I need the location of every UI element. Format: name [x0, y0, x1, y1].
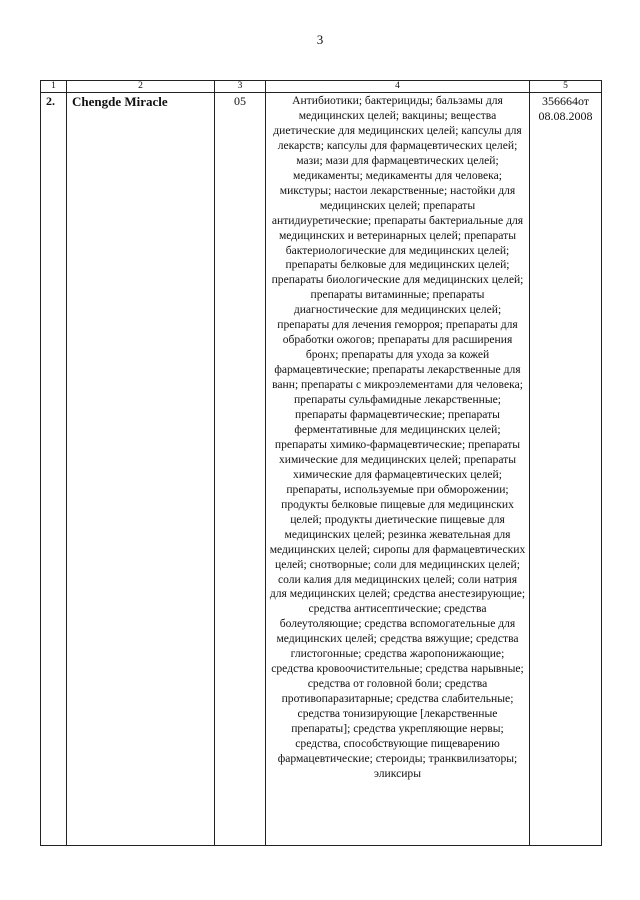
registration-cell: [530, 93, 602, 846]
registration-date: 08.08.2008: [538, 109, 593, 123]
row-number: 2.: [41, 93, 67, 846]
column-header-2: 2: [67, 81, 215, 93]
goods-list: Антибиотики; бактерициды; бальзамы для медицинских целей; вакцины; вещества диетические для медицинских целей; капсулы для лекарств; капсулы для фармацевтических целей; мази; мази для фармацевтических целей; медикаменты; медикаменты для человека; микстуры; настои лекарственные; настойки для медицинских целей; препараты антидиуретические; препараты бактериальные для медицинских и ветеринарных целей; препараты бактериологические для медицинских целей; препараты белковые для медицинских целей; препараты биологические для медицинских целей; препараты витаминные; препараты диагностические для медицинских целей; препараты для лечения геморроя; препараты для обработки ожогов; препараты для расширения бронх; препараты для ухода за кожей фармацевтические; препараты лекарственные для ванн; препараты с микроэлементами для человека; препараты сульфамидные лекарственные; препараты фармацевтические; препараты ферментативные для медицинских целей; препараты химико-фармацевтические; препараты химические для медицинских целей; препараты химические для фармацевтических целей; препараты, используемые при обморожении; продукты белковые пищевые для медицинских целей; продукты диетические пищевые для медицинских целей; резинка жевательная для медицинских целей; сиропы для фармацевтических целей; снотворные; соли для медицинских целей; соли калия для медицинских целей; соли натрия для медицинских целей; средства анестезирующие; средства антисептические; средства болеутоляющие; средства вспомогательные для медицинских целей; средства вяжущие; средства глистогонные; средства жаропонижающие; средства кровоочистительные; средства нарывные; средства от головной боли; средства противопаразитарные; средства слабительные; средства тонизирующие [лекарственные препараты]; средства укрепляющие нервы; средства, способствующие пищеварению фармацевтические; стероиды; транквилизаторы; эликсиры: [266, 93, 530, 846]
column-header-3: 3: [215, 81, 266, 93]
goods-class: 05: [215, 93, 266, 846]
column-header-5: 5: [530, 81, 602, 93]
trademark-table: [40, 80, 602, 846]
table-header-row: [41, 81, 602, 93]
registration-number: 356664от: [541, 94, 590, 108]
column-header-1: 1: [41, 81, 67, 93]
column-header-4: 4: [266, 81, 530, 93]
page-number: 3: [316, 32, 324, 47]
trademark-name: Chengde Miracle: [67, 93, 215, 846]
table-row: [41, 93, 602, 846]
